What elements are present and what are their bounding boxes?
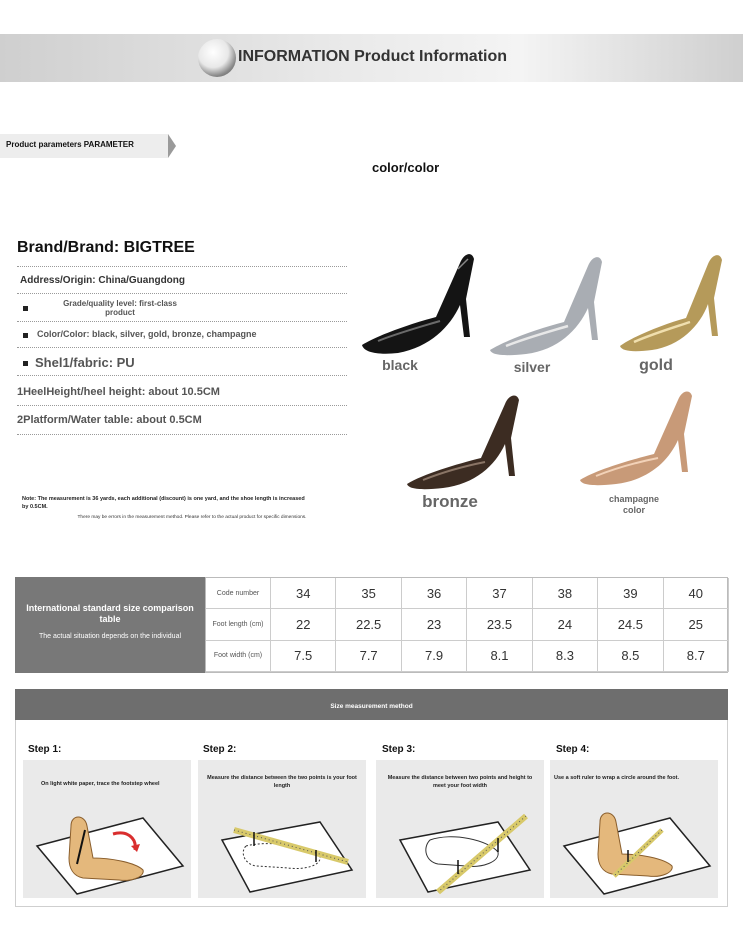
shoe-label-black: black [382, 357, 418, 373]
size-row-label: Code number [206, 578, 271, 609]
foot-width-ruler-icon [376, 796, 544, 896]
step-3-illustration [376, 760, 544, 898]
fabric-line: Shel1/fabric: PU [35, 355, 135, 370]
step-3-text: Measure the distance between two points and height to meet your foot width [387, 775, 533, 789]
heel-height-line: 1HeelHeight/heel height: about 10.5CM [17, 386, 220, 398]
size-cell: 36 [402, 578, 467, 609]
size-cell: 40 [664, 578, 729, 609]
foot-circumference-ruler-icon [550, 796, 718, 896]
bullet-icon [23, 306, 28, 311]
header-circle-icon [198, 39, 236, 77]
bullet-icon [23, 333, 28, 338]
size-cell: 7.5 [271, 641, 336, 672]
shoe-label-champagne: champagne color [608, 494, 659, 515]
size-cell: 7.7 [336, 641, 401, 672]
size-cell: 38 [533, 578, 598, 609]
step-2-text: Measure the distance between the two points is your foot length [207, 775, 357, 789]
size-cell: 23 [402, 609, 467, 640]
size-cell: 8.1 [467, 641, 532, 672]
step-2-title: Step 2: [203, 744, 237, 755]
step-2-illustration [198, 760, 366, 898]
step-1-text: On light white paper, trace the footstep wheel [41, 781, 160, 787]
divider [17, 266, 347, 267]
divider [17, 347, 347, 348]
shoe-bronze-image [405, 392, 535, 492]
size-cell: 24 [533, 609, 598, 640]
platform-line: 2Platform/Water table: about 0.5CM [17, 414, 202, 426]
note-text: Note: The measurement is 36 yards, each additional (discount) is one yard, and the shoe length is increased by 0.5CM. [22, 496, 305, 510]
divider [17, 375, 347, 376]
color-line: Color/Color: black, silver, gold, bronze, champagne [37, 329, 257, 339]
size-table-title: International standard size comparison table [26, 603, 194, 624]
foot-length-ruler-icon [198, 796, 366, 896]
grade-line: Grade/quality level: first-class product [63, 299, 177, 317]
shoe-label-gold: gold [639, 357, 673, 374]
size-cell: 22 [271, 609, 336, 640]
shoe-label-bronze: bronze [422, 492, 478, 511]
step-1-illustration [23, 760, 191, 898]
step-4-title: Step 4: [556, 744, 590, 755]
size-row-label: Foot length (cm) [206, 609, 271, 640]
note-disclaimer: There may be errors in the measurement method. Please refer to the actual product for specific dimensions. [77, 515, 307, 520]
shoe-label-silver: silver [513, 359, 551, 375]
divider [17, 434, 347, 435]
step-4-illustration [550, 760, 718, 898]
size-table-title-panel [15, 577, 205, 673]
size-cell: 25 [664, 609, 729, 640]
shoe-black-image [358, 245, 488, 360]
measurement-title: Size measurement method [330, 703, 413, 710]
size-cell: 35 [336, 578, 401, 609]
step-4-text: Use a soft ruler to wrap a circle around the foot. [554, 775, 679, 781]
size-cell: 8.5 [598, 641, 663, 672]
size-cell: 7.9 [402, 641, 467, 672]
shoe-silver-image [488, 248, 618, 360]
size-row-label: Foot width (cm) [206, 641, 271, 672]
divider [17, 293, 347, 294]
size-cell: 24.5 [598, 609, 663, 640]
step-3-title: Step 3: [382, 744, 416, 755]
size-cell: 34 [271, 578, 336, 609]
size-cell: 8.3 [533, 641, 598, 672]
size-cell: 37 [467, 578, 532, 609]
divider [17, 321, 347, 322]
divider [17, 405, 347, 406]
size-cell: 22.5 [336, 609, 401, 640]
size-cell: 23.5 [467, 609, 532, 640]
shoe-champagne-image [578, 388, 708, 488]
address-line: Address/Origin: China/Guangdong [20, 275, 185, 286]
brand-line: Brand/Brand: BIGTREE [17, 239, 195, 256]
shoe-gold-image [618, 248, 738, 356]
size-table [205, 577, 728, 673]
size-table-subtitle: The actual situation depends on the individual [38, 633, 182, 640]
bullet-icon [23, 361, 28, 366]
page-title: INFORMATION Product Information [238, 48, 508, 65]
size-cell: 8.7 [664, 641, 729, 672]
step-1-title: Step 1: [28, 744, 62, 755]
foot-on-paper-icon [23, 796, 191, 896]
parameter-tab [0, 134, 176, 158]
parameter-tab-label: Product parameters PARAMETER [6, 140, 134, 149]
size-cell: 39 [598, 578, 663, 609]
color-section-title: color/color [372, 160, 440, 175]
